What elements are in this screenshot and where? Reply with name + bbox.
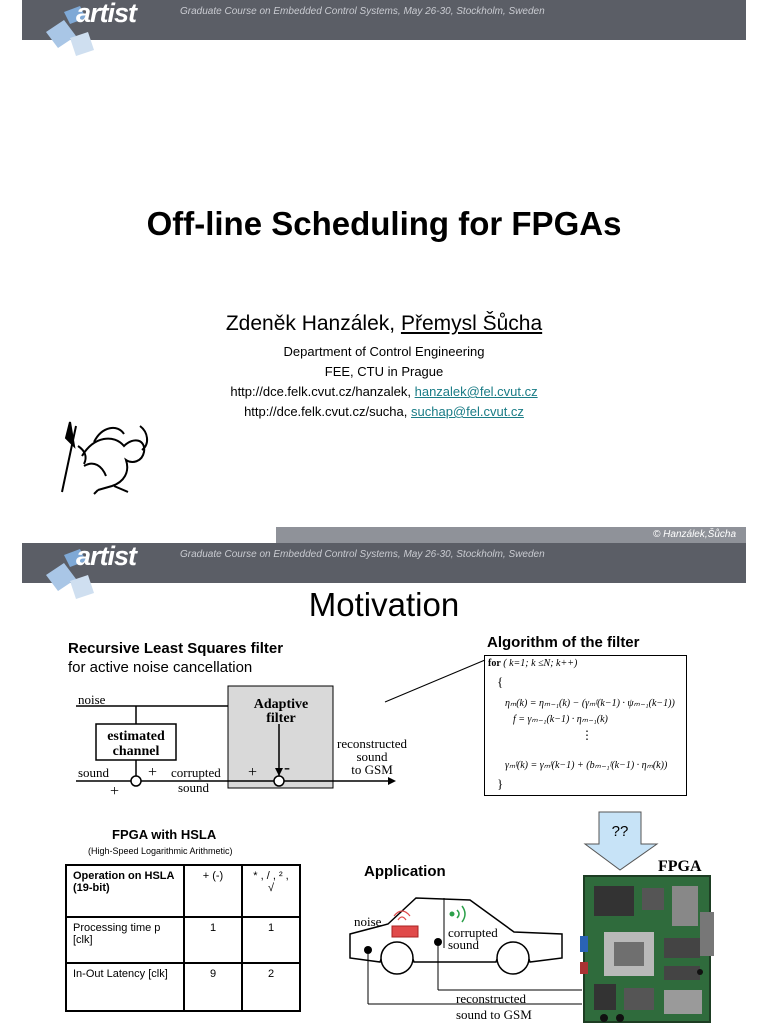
diagram-adaptive: Adaptive: [253, 697, 309, 712]
rls-title: Recursive Least Squares filter: [68, 640, 284, 657]
diagram-sound: sound: [78, 765, 110, 780]
hsla-title: FPGA with HSLA: [112, 827, 217, 842]
url-hanzalek: http://dce.felk.cvut.cz/hanzalek,: [230, 384, 415, 399]
table-header-cell: + (-): [184, 865, 242, 917]
table-header-cell: Operation on HSLA (19-bit): [66, 865, 184, 917]
algo-close-brace: }: [497, 776, 504, 791]
contact-line-1: [0, 384, 768, 399]
artist-logo: [40, 2, 180, 62]
table-row: [66, 917, 300, 963]
logo-text: artist: [76, 0, 137, 28]
copyright: © Hanzálek,Šůcha: [653, 529, 736, 540]
diagram-noise: noise: [78, 692, 106, 707]
diagram-plus-3: +: [248, 764, 258, 781]
application-title: Application: [364, 863, 446, 880]
logo-text-2: artist: [76, 541, 137, 571]
app-sound-to-gsm: sound to GSM: [456, 1007, 532, 1022]
hsla-table: [65, 864, 301, 1012]
rls-diagram: [70, 680, 430, 805]
table-cell: 9: [184, 963, 242, 1011]
algorithm-box: [484, 655, 687, 796]
car-diagram: [344, 886, 582, 1024]
algo-line-3: γₘᶠ(k) = γₘᶠ(k−1) + (bₘ₋₁ᶠ(k−1) · ηₘ(k)): [505, 760, 668, 771]
table-cell: 1: [184, 917, 242, 963]
email-hanzalek[interactable]: hanzalek@fel.cvut.cz: [414, 384, 538, 399]
rls-subtitle: for active noise cancellation: [68, 659, 253, 676]
fpga-label: FPGA: [658, 858, 702, 875]
table-header-row: [66, 865, 300, 917]
url-sucha: http://dce.felk.cvut.cz/sucha,: [244, 404, 411, 419]
diagram-corrupted-sound: sound: [178, 780, 210, 795]
table-cell: In-Out Latency [clk]: [66, 963, 184, 1011]
table-row: [66, 963, 300, 1011]
algo-for: for: [488, 658, 501, 669]
table-header-cell: * , / , ² , √: [242, 865, 300, 917]
table-cell: 2: [242, 963, 300, 1011]
course-title: Graduate Course on Embedded Control Systems, May 26-30, Stockholm, Sweden: [180, 6, 545, 17]
diagram-recon-sound: sound: [356, 749, 388, 764]
algo-title: Algorithm of the filter: [487, 634, 640, 651]
course-title-2: Graduate Course on Embedded Control Systems, May 26-30, Stockholm, Sweden: [180, 549, 545, 560]
algo-open-brace: {: [497, 674, 504, 689]
diagram-to-gsm: to GSM: [351, 762, 393, 777]
email-sucha[interactable]: suchap@fel.cvut.cz: [411, 404, 524, 419]
diagram-reconstructed: reconstructed: [336, 736, 408, 751]
algo-dots: ⋮: [581, 728, 593, 742]
algo-line-1: ηₘ(k) = ηₘ₋₁(k) − (γₘᶠ(k−1) · ψₘ₋₁(k−1)): [505, 698, 675, 709]
app-noise: noise: [354, 914, 382, 929]
algo-for-rest: ( k=1; k ≤N; k++): [503, 658, 578, 669]
department: Department of Control Engineering: [283, 344, 485, 359]
diagram-plus-2: +: [110, 783, 120, 800]
question-marks: ??: [611, 823, 629, 840]
diagram-minus: -: [284, 757, 290, 777]
faculty: FEE, CTU in Prague: [324, 364, 444, 379]
diagram-estimated: estimated: [107, 729, 165, 744]
fpga-board-image: [580, 872, 720, 1024]
app-corrupted-sound: sound: [448, 937, 480, 952]
slide1-title: Off-line Scheduling for FPGAs: [146, 205, 622, 242]
diagram-corrupted: corrupted: [171, 765, 221, 780]
diagram-plus-1: +: [148, 764, 158, 781]
authors: [0, 312, 768, 336]
pointer-line: [380, 650, 490, 710]
author-hanzalek: Zdeněk Hanzálek,: [225, 312, 401, 335]
table-cell: Processing time p [clk]: [66, 917, 184, 963]
down-arrow-icon: [583, 810, 661, 872]
diagram-channel: channel: [112, 744, 160, 759]
app-reconstructed: reconstructed: [456, 991, 527, 1006]
slide2-title: Motivation: [308, 586, 460, 623]
author-sucha: Přemysl Šůcha: [400, 312, 543, 335]
table-cell: 1: [242, 917, 300, 963]
ctu-lion-logo-icon: [54, 416, 154, 496]
hsla-subtitle: (High-Speed Logarithmic Arithmetic): [88, 846, 233, 856]
app-corrupted: corrupted: [448, 925, 498, 940]
algo-line-2: f = γₘ₋₁(k−1) · ηₘ₋₁(k): [513, 714, 608, 725]
diagram-filter: filter: [266, 711, 296, 726]
